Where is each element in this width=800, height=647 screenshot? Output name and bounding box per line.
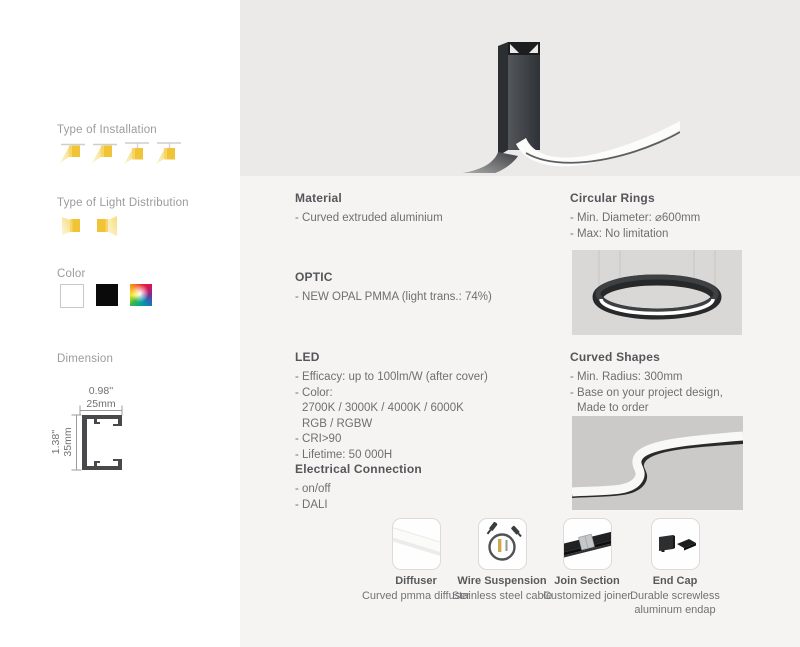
spec-line: Made to order: [577, 402, 649, 414]
color-swatch-row: [60, 284, 152, 308]
accessory-title: Wire Suspension: [457, 575, 547, 587]
spec-line: - Lifetime: 50 000H: [295, 448, 393, 461]
led-title: LED: [295, 350, 320, 364]
accessory-end-cap: [620, 518, 730, 617]
width-inches-label: 0.98'': [88, 385, 114, 397]
direct-light-icon: [60, 214, 86, 238]
spec-line: - NEW OPAL PMMA (light trans.: 74%): [295, 291, 492, 303]
spec-line: - Min. Diameter: ⌀600mm: [570, 212, 701, 224]
curved-profile-product-image: [430, 8, 680, 173]
surface-mount-icon: [60, 141, 86, 165]
led-block: [295, 350, 488, 463]
optic-title: OPTIC: [295, 270, 333, 284]
distribution-icon-row: [60, 214, 118, 238]
installation-section-label: Type of Installation: [57, 124, 157, 136]
spec-line: - Efficacy: up to 100lm/W (after cover): [295, 371, 488, 383]
curved-shapes-title: Curved Shapes: [570, 350, 660, 364]
direct-wide-light-icon: [92, 214, 118, 238]
spec-line: - CRI>90: [295, 433, 342, 445]
spec-line: 2700K / 3000K / 4000K / 6000K: [302, 402, 464, 414]
accessory-desc: Stainless steel cable: [451, 590, 553, 602]
aluminium-channel-outline: [82, 415, 122, 470]
width-mm-label: 25mm: [86, 398, 116, 410]
dimension-section-label: Dimension: [57, 353, 114, 365]
material-title: Material: [295, 191, 342, 205]
height-inches-label: 1.38'': [50, 429, 62, 455]
joiner-icon: [563, 518, 612, 570]
wire-coil-icon: [478, 518, 527, 570]
color-swatch-white: [60, 284, 84, 308]
accessory-title: Diffuser: [395, 575, 437, 587]
accessory-title: Join Section: [554, 575, 620, 587]
material-block: [295, 191, 443, 227]
suspended-mount-icon: [156, 141, 182, 165]
color-swatch-rgbw: [130, 284, 152, 306]
curved-shape-product-image: [572, 416, 743, 510]
surface-mount-icon: [92, 141, 118, 165]
spec-line: - Max: No limitation: [570, 227, 669, 240]
spec-line: - Min. Radius: 300mm: [570, 371, 683, 383]
accessory-title: End Cap: [652, 575, 698, 587]
optic-block: [295, 270, 492, 306]
electrical-title: Electrical Connection: [295, 462, 422, 476]
spec-line: - DALI: [295, 498, 328, 511]
distribution-section-label: Type of Light Distribution: [57, 197, 189, 209]
curved-shapes-block: [570, 350, 723, 417]
installation-icon-row: [60, 141, 182, 165]
color-swatch-black: [96, 284, 118, 306]
spec-line: - on/off: [295, 483, 331, 495]
spec-line: - Curved extruded aluminium: [295, 212, 443, 224]
end-cap-icon: [651, 518, 700, 570]
circular-ring-product-image: [572, 250, 742, 335]
height-mm-label: 35mm: [62, 427, 74, 457]
accessory-desc: Durable screwless aluminum endap: [630, 590, 720, 616]
suspended-mount-icon: [124, 141, 150, 165]
accessory-desc: Customized joiner: [542, 590, 632, 602]
color-section-label: Color: [57, 268, 86, 280]
diffuser-strip-icon: [392, 518, 441, 570]
spec-line: - Color:: [295, 386, 333, 399]
profile-cross-section-drawing: [50, 374, 200, 509]
spec-line: - Base on your project design,: [570, 386, 723, 399]
accessory-desc: Curved pmma diffuser: [361, 590, 470, 602]
circular-rings-title: Circular Rings: [570, 191, 655, 205]
circular-rings-block: [570, 191, 700, 242]
spec-line: RGB / RGBW: [302, 417, 373, 430]
electrical-block: [295, 462, 422, 513]
